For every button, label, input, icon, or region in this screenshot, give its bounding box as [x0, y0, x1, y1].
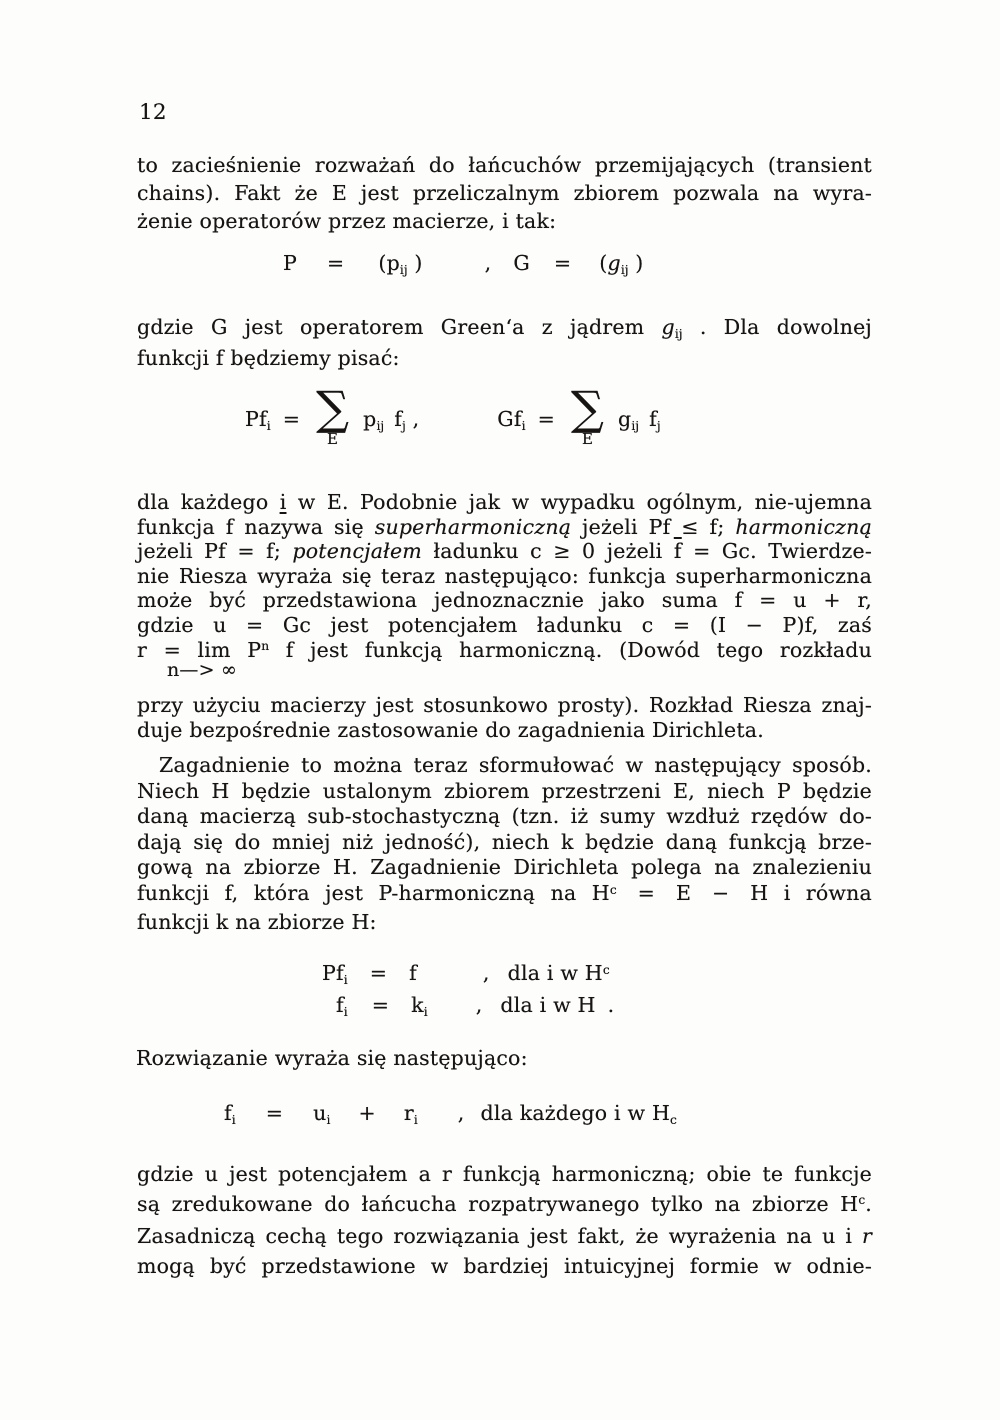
- overlined-text: $\overline{f}$: [673, 539, 682, 564]
- text-line: [137, 344, 872, 372]
- text-run: f: [224, 1101, 232, 1125]
- text-run: Rozwiązanie wyraża się następująco:: [136, 1046, 528, 1070]
- text-line: [137, 179, 872, 207]
- limit-annotation: [167, 659, 237, 681]
- subscript: ij: [376, 418, 385, 433]
- text-line: [137, 804, 872, 830]
- subscript: ij: [620, 262, 629, 277]
- text-run: f: [409, 961, 417, 985]
- text-line: [137, 539, 872, 564]
- text-run: gdzie u = Gc jest potencjałem ładunku c = (I − P)f, zaś: [137, 612, 872, 637]
- text-line: [137, 313, 872, 344]
- subscript: i: [231, 1112, 236, 1127]
- text-run: (p: [378, 251, 400, 275]
- subscript: ij: [399, 262, 408, 277]
- text-run: =: [553, 251, 572, 275]
- text-run: dla każdego: [137, 490, 280, 514]
- text-run: ,: [405, 406, 420, 431]
- summation-index: E: [581, 429, 594, 448]
- text-run: mogą być przedstawione w bardziej intuicyjnej formie w odnie-: [137, 1253, 872, 1278]
- paragraph-green-operator: [137, 313, 872, 372]
- text-line: [137, 779, 872, 805]
- italic-text-run: harmoniczną: [735, 514, 872, 539]
- equation-matrices: [283, 251, 643, 275]
- text-run: f: [649, 406, 657, 431]
- text-run: Zagadnienie to można teraz sformułować w następujący sposób.: [159, 753, 872, 777]
- subscript: i: [326, 1112, 331, 1127]
- text-run: .: [865, 1191, 872, 1216]
- solution-intro-line: [136, 1046, 528, 1070]
- text-run: . Dla dowolnej: [682, 315, 872, 339]
- paragraph-riesz-theorem: [137, 490, 872, 665]
- text-run: ,: [475, 993, 483, 1017]
- subscript: i: [343, 972, 348, 987]
- text-run: daną macierzą sub-stochastyczną (tzn. iż sumy wzdłuż rzędów do-: [137, 804, 872, 829]
- superscript: c: [858, 1193, 866, 1208]
- text-run: ): [628, 251, 644, 275]
- text-run: G: [513, 251, 530, 275]
- text-run: to zacieśnienie rozważań do łańcuchów przemijających (transient: [137, 153, 872, 177]
- summation-symbol: [571, 381, 605, 448]
- text-run: f jest funkcją harmoniczną. (Dowód tego rozkładu: [269, 637, 872, 662]
- text-run: funkcji f, która jest P-harmoniczną na H: [137, 880, 610, 905]
- text-run: ,: [482, 961, 490, 985]
- text-run: p: [363, 406, 377, 431]
- text-run: żenie operatorów przez macierze, i tak:: [137, 209, 557, 233]
- text-run: w E. Podobnie jak w wypadku ogólnym, nie-ujemna: [286, 490, 872, 514]
- italic-text-run: superharmoniczną: [374, 514, 572, 539]
- text-run: chains). Fakt że E jest przeliczalnym zbiorem pozwala na wyra-: [137, 181, 872, 205]
- text-run: Zasadniczą cechą tego rozwiązania jest fakt, że wyrażenia na u i: [137, 1224, 862, 1248]
- text-run: duje bezpośrednie zastosowanie do zagadnienia Dirichleta.: [137, 718, 764, 742]
- text-run: r: [403, 1101, 414, 1125]
- text-run: r = lim P: [137, 637, 262, 662]
- text-run: =: [537, 406, 555, 431]
- text-run: Niech H będzie ustalonym zbiorem przestrzeni E, niech P będzie: [137, 778, 872, 803]
- text-run: =: [265, 1101, 284, 1125]
- text-line: [137, 564, 872, 589]
- text-run: dla i w H: [500, 993, 596, 1017]
- equation-operators: [245, 381, 661, 449]
- equation-solution: [224, 1101, 677, 1125]
- text-run: nie Riesza wyraża się teraz następująco: funkcja superharmoniczna: [137, 563, 872, 588]
- paragraph-riesz-continued: [137, 693, 872, 743]
- summation-index: E: [327, 429, 339, 448]
- sigma-glyph: ∑: [571, 381, 605, 435]
- subscript: i: [413, 1112, 418, 1127]
- text-run: Gf: [497, 406, 522, 431]
- text-run: =: [282, 406, 301, 431]
- italic-text-run: g: [607, 251, 621, 275]
- text-run: może być przedstawiona jednoznacznie jako suma f = u + r,: [137, 588, 872, 613]
- equation-dirichlet-line1: [322, 961, 610, 985]
- superscript: n: [261, 639, 270, 654]
- subscript: ij: [631, 418, 640, 433]
- text-run: dla każdego i w H: [480, 1101, 671, 1125]
- text-run: gdzie G jest operatorem Green‘a z jądrem: [137, 315, 662, 339]
- subscript: i: [521, 418, 526, 433]
- text-line: [137, 1190, 872, 1223]
- text-line: [137, 151, 872, 179]
- text-run: Pf: [245, 406, 267, 431]
- equation-dirichlet-line2: [336, 993, 614, 1017]
- text-run: ,: [484, 251, 492, 275]
- text-run: dają się do mniej niż jedność), niech k będzie daną funkcją brze-: [137, 829, 872, 854]
- subscript: i: [343, 1004, 348, 1019]
- subscript: ij: [674, 326, 683, 341]
- text-line: [137, 910, 872, 936]
- page-number: 12: [139, 100, 167, 125]
- text-line: [137, 588, 872, 613]
- text-run: +: [358, 1101, 376, 1125]
- text-run: jeżeli Pf ≤ f;: [571, 514, 736, 539]
- text-line: [137, 881, 872, 910]
- text-line: [137, 1252, 872, 1282]
- text-line: [137, 830, 872, 856]
- text-line: [137, 490, 872, 515]
- text-line: [137, 1222, 872, 1252]
- text-line: [137, 855, 872, 881]
- text-run: funkcji f będziemy pisać:: [137, 346, 400, 370]
- sigma-glyph: ∑: [316, 381, 350, 435]
- italic-text-run: potencjałem: [292, 539, 422, 564]
- text-run: funkcja f nazywa się: [137, 514, 375, 539]
- paragraph-intro: [137, 151, 872, 235]
- text-run: k: [411, 993, 424, 1017]
- text-run: ): [407, 251, 423, 275]
- italic-text-run: r: [862, 1224, 872, 1248]
- text-run: g: [618, 406, 632, 431]
- text-run: = E − H i równa: [616, 880, 872, 905]
- text-line: [137, 718, 872, 743]
- underlined-text: i: [279, 490, 287, 514]
- paragraph-dirichlet-problem: [137, 753, 872, 935]
- subscript: i: [423, 1004, 428, 1019]
- text-line: [137, 753, 872, 779]
- text-run: .: [607, 993, 615, 1017]
- text-run: u: [313, 1101, 327, 1125]
- text-run: funkcji k na zbiorze H:: [137, 909, 377, 934]
- text-run: jeżeli Pf = f;: [137, 539, 293, 564]
- subscript: c: [670, 1112, 677, 1127]
- text-run: dla i w H: [507, 961, 603, 985]
- text-run: gową na zbiorze H. Zagadnienie Dirichleta polega na znalezieniu: [137, 855, 872, 880]
- text-run: gdzie u jest potencjałem a r funkcją harmoniczną; obie te funkcje: [137, 1162, 872, 1186]
- text-run: = Gc. Twierdze-: [681, 539, 872, 564]
- subscript: j: [402, 418, 406, 433]
- text-run: (: [599, 251, 608, 275]
- text-run: ,: [457, 1101, 465, 1125]
- italic-text-run: g: [661, 315, 675, 339]
- text-run: n—> ∞: [167, 659, 238, 681]
- text-run: f: [394, 406, 403, 431]
- text-line: [137, 693, 872, 718]
- text-line: [137, 1160, 872, 1190]
- text-run: f: [336, 993, 344, 1017]
- text-line: [137, 207, 872, 235]
- text-run: przy użyciu macierzy jest stosunkowo prosty). Rozkład Riesza znaj-: [137, 693, 872, 717]
- text-run: ładunku c ≥ 0 jeżeli: [421, 539, 674, 564]
- subscript: i: [266, 418, 271, 433]
- text-line: [137, 638, 872, 666]
- text-run: P: [283, 251, 297, 275]
- text-run: =: [371, 993, 390, 1017]
- subscript: j: [656, 418, 661, 433]
- text-run: =: [369, 961, 388, 985]
- text-line: [137, 613, 872, 638]
- superscript: c: [602, 962, 610, 977]
- text-run: Pf: [322, 961, 344, 985]
- paragraph-conclusion: [137, 1160, 872, 1281]
- summation-symbol: [316, 381, 350, 448]
- text-run: są zredukowane do łańcucha rozpatrywanego tylko na zbiorze H: [137, 1191, 859, 1216]
- text-run: =: [327, 251, 345, 275]
- superscript: c: [609, 882, 617, 897]
- text-line: [137, 515, 872, 540]
